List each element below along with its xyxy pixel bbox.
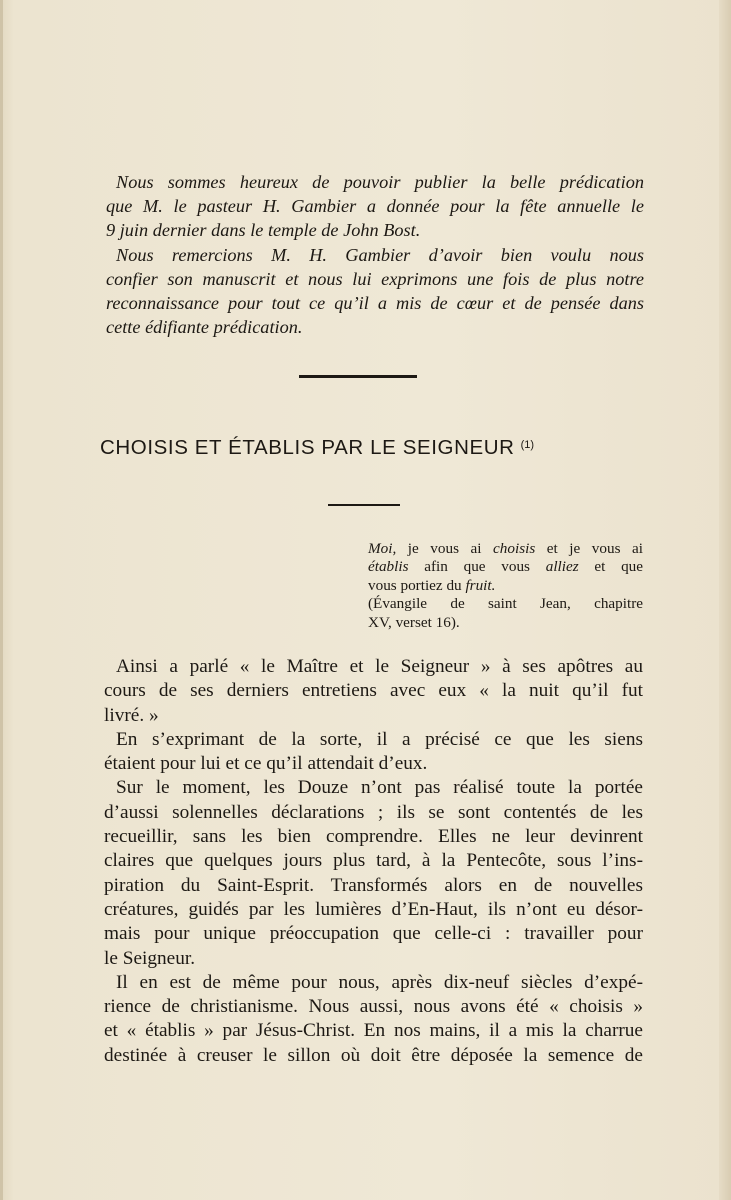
intro-line: 9 juin dernier dans le temple de John Bost. [106, 220, 421, 241]
body-paragraph-3 [104, 776, 643, 970]
epigraph-word: choisis [493, 540, 536, 557]
intro-line: que M. le pasteur H. Gambier a donnée pour la fête annuelle le [106, 196, 644, 217]
intro-line: reconnaissance pour tout ce qu’il a mis de cœur et de pensée dans [106, 293, 644, 314]
body-line: claires que quelques jours plus tard, à la Pentecôte, sous l’ins- [104, 850, 643, 872]
intro-line: Nous remercions M. H. Gambier d’avoir bien voulu nous [116, 244, 644, 265]
epigraph-word: Moi, [368, 540, 397, 557]
body-line: le Seigneur. [104, 947, 196, 969]
body-line: étaient pour lui et ce qu’il attendait d’eux. [104, 753, 428, 775]
sermon-title [100, 436, 660, 460]
sermon-title-text: CHOISIS ET ÉTABLIS PAR LE SEIGNEUR [100, 436, 515, 459]
body-line: recueillir, sans les bien comprendre. Elles ne leur devinrent [104, 826, 643, 848]
body-paragraph-1 [104, 655, 643, 728]
epigraph-text: afin que vous [408, 558, 546, 576]
body-paragraph-2 [104, 728, 643, 777]
epigraph-text: je vous ai [396, 540, 494, 557]
epigraph-text: et que [578, 558, 644, 576]
sermon-body [104, 655, 643, 1068]
body-line: destinée à creuser le sillon où doit être déposée la semence de [104, 1044, 643, 1066]
epigraph-source-line-2: XV, verset 16). [368, 613, 460, 631]
page-right-edge [719, 0, 731, 1200]
epigraph-line-1 [368, 540, 643, 558]
body-line: Sur le moment, les Douze n’ont pas réalisé toute la portée [116, 777, 643, 799]
body-line: mais pour unique préoccupation que celle-ci : travailler pour [104, 923, 643, 945]
body-line: et « établis » par Jésus-Christ. En nos mains, il a mis la charrue [104, 1020, 643, 1042]
body-line: rience de christianisme. Nous aussi, nous avons été « choisis » [104, 996, 643, 1018]
editorial-paragraph-1 [106, 170, 644, 243]
epigraph-word: établis [368, 558, 409, 576]
section-divider-top [299, 375, 417, 378]
body-line: cours de ses derniers entretiens avec eux « la nuit qu’il fut [104, 680, 643, 702]
intro-line: cette édifiante prédication. [106, 317, 303, 338]
epigraph-text: vous portiez du [368, 576, 466, 594]
editorial-paragraph-2 [106, 243, 644, 340]
intro-line: Nous sommes heureux de pouvoir publier la belle prédication [116, 172, 644, 192]
body-line: En s’exprimant de la sorte, il a précisé ce que les siens [116, 728, 643, 750]
epigraph-word: alliez [545, 558, 579, 576]
epigraph-text: et je vous ai [535, 540, 643, 557]
section-divider-bottom [328, 504, 400, 506]
footnote-marker: (1) [520, 439, 535, 451]
epigraph-line-2 [368, 558, 643, 576]
body-line: Ainsi a parlé « le Maître et le Seigneur » à ses apôtres au [116, 656, 643, 677]
epigraph-source-line-1: (Évangile de saint Jean, chapitre [368, 595, 643, 613]
body-paragraph-4 [104, 971, 643, 1068]
body-line: Il en est de même pour nous, après dix-neuf siècles d’expé- [116, 971, 643, 993]
editorial-note [106, 170, 644, 339]
body-line: livré. » [104, 704, 159, 726]
epigraph [368, 540, 643, 632]
intro-line: confier son manuscrit et nous lui exprimons une fois de plus notre [106, 268, 644, 289]
body-line: piration du Saint-Esprit. Transformés alors en de nouvelles [104, 874, 643, 896]
epigraph-word: fruit. [465, 576, 496, 594]
body-line: d’aussi solennelles déclarations ; ils se sont contentés de les [104, 801, 643, 823]
body-line: créatures, guidés par les lumières d’En-Haut, ils n’ont eu désor- [104, 898, 643, 920]
page-left-edge [0, 0, 3, 1200]
epigraph-line-3 [368, 577, 643, 595]
